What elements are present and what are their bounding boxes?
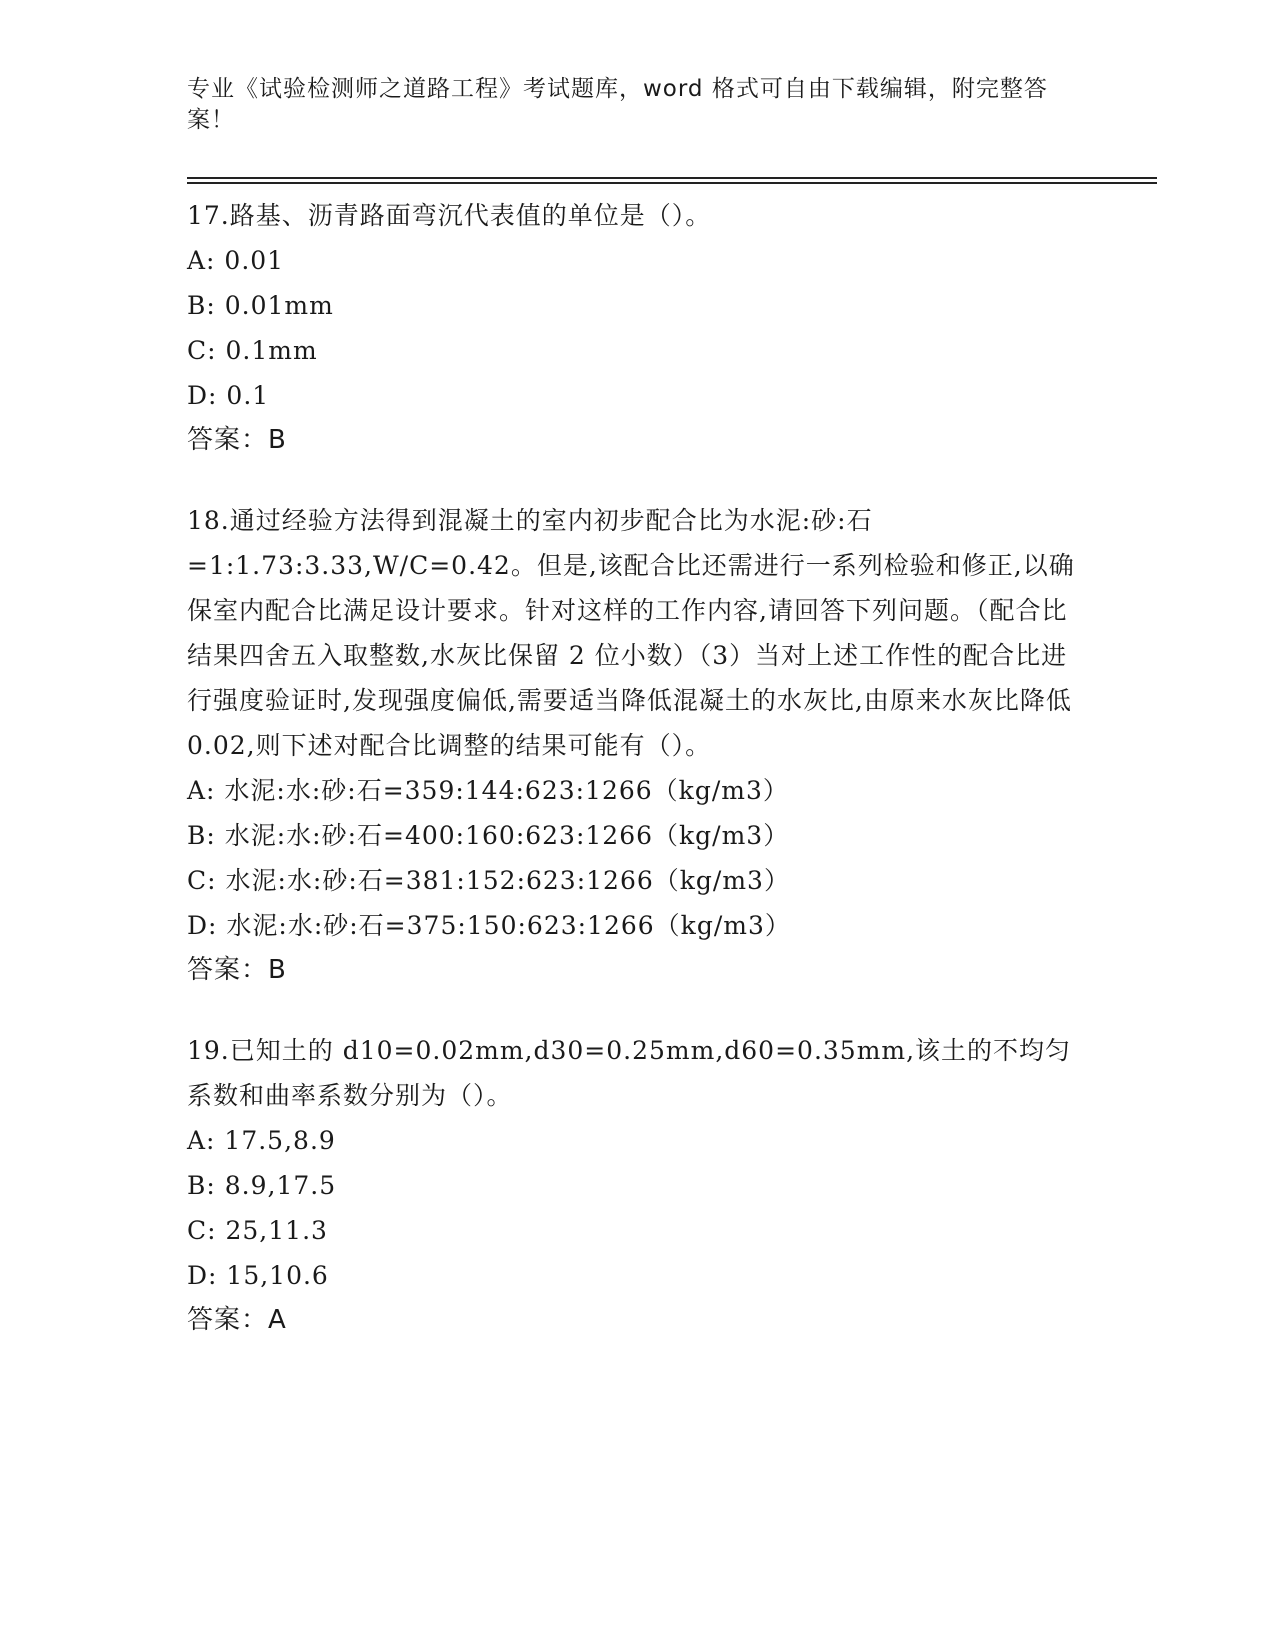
option-c: C: 0.1mm [187,336,318,365]
answer: 答案：A [187,1305,287,1335]
option-d: D: 15,10.6 [187,1261,329,1290]
answer: 答案：B [187,425,287,455]
option-b: B: 0.01mm [187,291,334,320]
question-stem: 18.通过经验方法得到混凝土的室内初步配合比为水泥:砂:石=1:1.73:3.33,W/C=0.42。但是,该配合比还需进行一系列检验和修正,以确保室内配合比满足设计要求。针对这样的工作内容,请回答下列问题。（配合比结果四舍五入取整数,水灰比保留 2 位小数）（3）当对上述工作性的配合比进行强度验证时,发现强度偏低,需要适当降低混凝土的水灰比,由原来水灰比降低 0.02,则下述对配合比调整的结果可能有（）。 [187,506,1075,760]
option-a: A: 17.5,8.9 [187,1126,336,1155]
question-stem: 17.路基、沥青路面弯沉代表值的单位是（）。 [187,201,712,230]
option-d: D: 0.1 [187,381,270,410]
document-header: 专业《试验检测师之道路工程》考试题库，word 格式可自由下载编辑，附完整答案！ [187,76,1048,133]
question-17 [187,193,1087,463]
header-rule-bottom [187,182,1157,184]
option-b: B: 8.9,17.5 [187,1171,337,1200]
option-a: A: 0.01 [187,246,285,275]
option-b: B: 水泥:水:砂:石=400:160:623:1266（kg/m3） [187,821,790,850]
option-c: C: 水泥:水:砂:石=381:152:623:1266（kg/m3） [187,866,790,895]
header-rule-top [187,177,1157,179]
option-d: D: 水泥:水:砂:石=375:150:623:1266（kg/m3） [187,911,791,940]
option-c: C: 25,11.3 [187,1216,328,1245]
question-19 [187,1028,1087,1343]
question-list [187,193,1087,1378]
answer: 答案：B [187,955,287,985]
question-stem: 19.已知土的 d10=0.02mm,d30=0.25mm,d60=0.35mm,该土的不均匀系数和曲率系数分别为（）。 [187,1036,1072,1110]
question-18 [187,498,1087,993]
option-a: A: 水泥:水:砂:石=359:144:623:1266（kg/m3） [187,776,789,805]
